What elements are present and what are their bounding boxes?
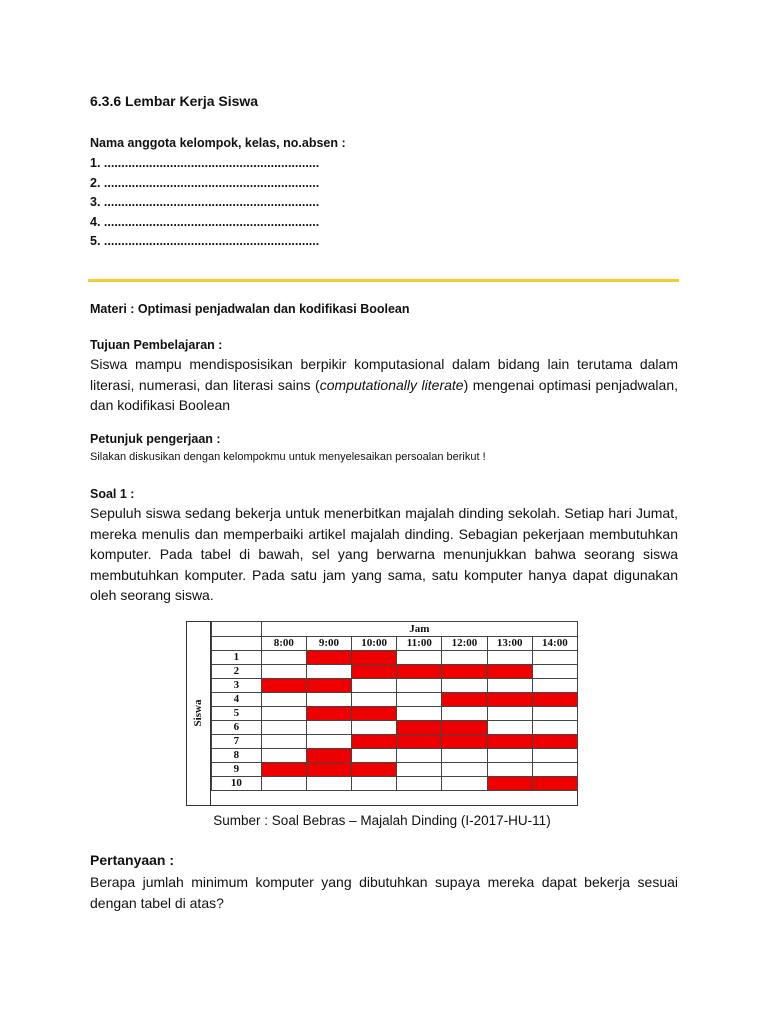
- member-line: 2. ..............................................................: [90, 175, 320, 190]
- tujuan-text-after: ) mengenai optimasi penjadwalan, dan kodifikasi Boolean: [90, 376, 678, 413]
- schedule-cell-empty: [261, 651, 306, 665]
- schedule-table: [186, 621, 578, 806]
- schedule-cell-empty: [532, 665, 577, 679]
- jam-header-blank: [212, 622, 262, 637]
- schedule-cell-empty: [397, 707, 442, 721]
- schedule-cell-empty: [487, 721, 532, 735]
- schedule-cell-empty: [352, 777, 397, 791]
- schedule-cell-empty: [261, 721, 306, 735]
- schedule-cell-filled: [306, 763, 351, 777]
- schedule-cell-empty: [352, 721, 397, 735]
- petunjuk-text: Silakan diskusikan dengan kelompokmu untuk menyelesaikan persoalan berikut !: [90, 451, 486, 463]
- schedule-cell-filled: [397, 735, 442, 749]
- hours-row: [212, 637, 578, 651]
- student-row: [212, 777, 578, 791]
- schedule-cell-empty: [397, 679, 442, 693]
- student-row: [212, 749, 578, 763]
- student-row: [212, 665, 578, 679]
- student-number: 1: [212, 651, 262, 665]
- schedule-cell-empty: [352, 749, 397, 763]
- schedule-cell-filled: [352, 707, 397, 721]
- schedule-cell-empty: [261, 777, 306, 791]
- schedule-cell-filled: [442, 693, 487, 707]
- member-list: [90, 154, 319, 252]
- schedule-cell-filled: [352, 735, 397, 749]
- schedule-cell-empty: [442, 763, 487, 777]
- soal-heading: Soal 1 :: [90, 487, 135, 501]
- hours-row-blank: [212, 637, 262, 651]
- schedule-cell-filled: [442, 721, 487, 735]
- jam-header-row: [212, 622, 578, 637]
- schedule-cell-filled: [442, 735, 487, 749]
- student-row: [212, 707, 578, 721]
- tujuan-text-italic: computationally literate: [319, 376, 464, 393]
- student-number: 5: [212, 707, 262, 721]
- student-number: 10: [212, 777, 262, 791]
- hour-label: 10:00: [352, 637, 397, 651]
- schedule-cell-empty: [397, 777, 442, 791]
- schedule-cell-empty: [442, 707, 487, 721]
- hour-label: 14:00: [532, 637, 577, 651]
- schedule-cell-empty: [397, 651, 442, 665]
- schedule-cell-empty: [397, 693, 442, 707]
- pertanyaan-text: Berapa jumlah minimum komputer yang dibutuhkan supaya mereka dapat bekerja sesuai dengan tabel di atas?: [90, 874, 678, 911]
- schedule-cell-filled: [487, 693, 532, 707]
- schedule-cell-filled: [261, 763, 306, 777]
- schedule-cell-filled: [306, 679, 351, 693]
- schedule-cell-empty: [352, 693, 397, 707]
- schedule-cell-empty: [532, 721, 577, 735]
- schedule-cell-empty: [442, 651, 487, 665]
- worksheet-title: 6.3.6 Lembar Kerja Siswa: [90, 93, 259, 109]
- schedule-cell-filled: [306, 707, 351, 721]
- student-number: 6: [212, 721, 262, 735]
- schedule-cell-empty: [261, 693, 306, 707]
- schedule-cell-empty: [442, 749, 487, 763]
- section-divider: [88, 279, 679, 282]
- student-row: [212, 693, 578, 707]
- schedule-cell-filled: [352, 763, 397, 777]
- schedule-cell-filled: [397, 721, 442, 735]
- schedule-cell-empty: [306, 777, 351, 791]
- student-number: 3: [212, 679, 262, 693]
- materi-heading: Materi : Optimasi penjadwalan dan kodifikasi Boolean: [90, 302, 410, 316]
- schedule-cell-empty: [306, 721, 351, 735]
- schedule-grid: [211, 621, 578, 791]
- student-number: 9: [212, 763, 262, 777]
- schedule-cell-filled: [397, 665, 442, 679]
- schedule-cell-filled: [352, 665, 397, 679]
- member-line: 1. ..............................................................: [90, 156, 320, 170]
- members-label: Nama anggota kelompok, kelas, no.absen :: [90, 136, 346, 150]
- schedule-cell-empty: [487, 651, 532, 665]
- tujuan-paragraph: [90, 354, 678, 416]
- schedule-cell-empty: [397, 763, 442, 777]
- schedule-cell-filled: [532, 693, 577, 707]
- member-line: 4. ..............................................................: [90, 214, 320, 229]
- schedule-cell-empty: [442, 679, 487, 693]
- student-row: [212, 721, 578, 735]
- schedule-cell-filled: [532, 735, 577, 749]
- schedule-cell-empty: [261, 707, 306, 721]
- schedule-cell-empty: [261, 665, 306, 679]
- student-number: 7: [212, 735, 262, 749]
- schedule-cell-filled: [442, 665, 487, 679]
- schedule-cell-empty: [532, 749, 577, 763]
- schedule-cell-empty: [532, 763, 577, 777]
- schedule-cell-filled: [261, 679, 306, 693]
- pertanyaan-heading: Pertanyaan :: [90, 852, 175, 868]
- member-line: 5. ..............................................................: [90, 234, 320, 248]
- schedule-cell-empty: [261, 749, 306, 763]
- schedule-cell-filled: [306, 651, 351, 665]
- hour-label: 8:00: [261, 637, 306, 651]
- schedule-cell-empty: [352, 679, 397, 693]
- schedule-cell-filled: [352, 651, 397, 665]
- schedule-cell-empty: [532, 679, 577, 693]
- siswa-axis-text: Siswa: [192, 699, 204, 727]
- student-row: [212, 763, 578, 777]
- schedule-cell-filled: [532, 777, 577, 791]
- hour-label: 13:00: [487, 637, 532, 651]
- student-number: 4: [212, 693, 262, 707]
- student-row: [212, 735, 578, 749]
- student-row: [212, 651, 578, 665]
- schedule-cell-filled: [487, 735, 532, 749]
- schedule-cell-empty: [261, 735, 306, 749]
- schedule-cell-empty: [487, 763, 532, 777]
- schedule-cell-filled: [487, 665, 532, 679]
- student-number: 8: [212, 749, 262, 763]
- tujuan-heading: Tujuan Pembelajaran :: [90, 338, 223, 352]
- schedule-cell-empty: [487, 749, 532, 763]
- schedule-cell-empty: [397, 749, 442, 763]
- table-caption: Sumber : Soal Bebras – Majalah Dinding (I-2017-HU-11): [213, 813, 551, 828]
- hour-label: 11:00: [397, 637, 442, 651]
- schedule-cell-empty: [532, 707, 577, 721]
- schedule-cell-filled: [306, 749, 351, 763]
- schedule-cell-empty: [487, 679, 532, 693]
- student-row: [212, 679, 578, 693]
- member-line: 3. ..............................................................: [90, 195, 320, 209]
- schedule-cell-empty: [487, 707, 532, 721]
- soal-paragraph: Sepuluh siswa sedang bekerja untuk menerbitkan majalah dinding sekolah. Setiap hari Jumat, mereka menulis dan memperbaiki artikel majalah dinding. Sebagian pekerjaan membutuhkan komputer. Pada tabel di bawah, sel yang berwarna menunjukkan bahwa seorang siswa membutuhkan komputer. Pada satu jam yang sama, satu komputer hanya dapat digunakan oleh seorang siswa.: [90, 505, 678, 603]
- jam-header: Jam: [261, 622, 577, 637]
- schedule-cell-filled: [487, 777, 532, 791]
- hour-label: 9:00: [306, 637, 351, 651]
- schedule-cell-empty: [532, 651, 577, 665]
- schedule-cell-empty: [306, 693, 351, 707]
- schedule-cell-empty: [306, 665, 351, 679]
- tujuan-text-before: Siswa mampu mendisposisikan berpikir komputasional dalam bidang lain terutama dalam literasi, numerasi, dan literasi sains (: [90, 356, 678, 393]
- student-number: 2: [212, 665, 262, 679]
- schedule-cell-empty: [306, 735, 351, 749]
- petunjuk-heading: Petunjuk pengerjaan :: [90, 432, 221, 446]
- hour-label: 12:00: [442, 637, 487, 651]
- schedule-cell-empty: [442, 777, 487, 791]
